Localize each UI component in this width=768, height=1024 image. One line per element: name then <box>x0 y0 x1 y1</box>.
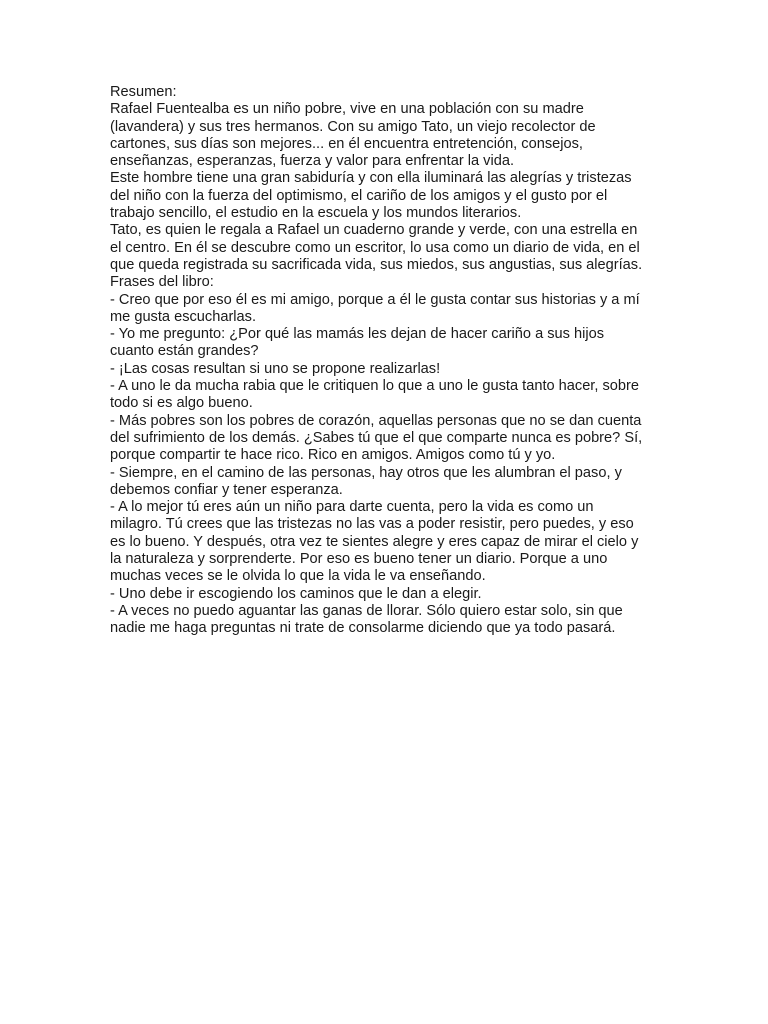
document-body <box>110 84 655 638</box>
text-line: es lo bueno. Y después, otra vez te sientes alegre y eres capaz de mirar el cielo y <box>110 533 639 550</box>
text-line: cuanto están grandes? <box>110 343 259 360</box>
text-line: Resumen: <box>110 84 177 100</box>
text-line: nadie me haga preguntas ni trate de consolarme diciendo que ya todo pasará. <box>110 620 616 637</box>
text-line: - Uno debe ir escogiendo los caminos que le dan a elegir. <box>110 585 482 602</box>
text-line: el centro. En él se descubre como un escritor, lo usa como un diario de vida, en el <box>110 239 640 256</box>
text-line: del niño con la fuerza del optimismo, el cariño de los amigos y el gusto por el <box>110 187 608 204</box>
text-line: muchas veces se le olvida lo que la vida le va enseñando. <box>110 568 486 585</box>
text-line: porque compartir te hace rico. Rico en amigos. Amigos como tú y yo. <box>110 447 556 464</box>
text-line: la naturaleza y sorprenderte. Por eso es bueno tener un diario. Porque a uno <box>110 551 608 568</box>
text-line: debemos confiar y tener esperanza. <box>110 481 343 498</box>
text-line: (lavandera) y sus tres hermanos. Con su amigo Tato, un viejo recolector de <box>110 118 596 135</box>
text-line: Tato, es quien le regala a Rafael un cuaderno grande y verde, con una estrella en <box>110 222 638 239</box>
text-line: - Siempre, en el camino de las personas, hay otros que les alumbran el paso, y <box>110 464 622 481</box>
text-line: - Creo que por eso él es mi amigo, porque a él le gusta contar sus historias y a mí <box>110 291 640 308</box>
text-line: milagro. Tú crees que las tristezas no las vas a poder resistir, pero puedes, y eso <box>110 516 634 533</box>
text-line: - A veces no puedo aguantar las ganas de llorar. Sólo quiero estar solo, sin que <box>110 602 623 619</box>
text-line: trabajo sencillo, el estudio en la escuela y los mundos literarios. <box>110 205 522 222</box>
text-line: - Más pobres son los pobres de corazón, aquellas personas que no se dan cuenta <box>110 412 642 429</box>
text-line: enseñanzas, esperanzas, fuerza y valor para enfrentar la vida. <box>110 153 514 170</box>
text-line: del sufrimiento de los demás. ¿Sabes tú que el que comparte nunca es pobre? Sí, <box>110 429 643 446</box>
text-line: que queda registrada su sacrificada vida, sus miedos, sus angustias, sus alegrías. <box>110 256 643 273</box>
text-line: - A uno le da mucha rabia que le critiquen lo que a uno le gusta tanto hacer, sobre <box>110 378 639 395</box>
text-line: cartones, sus días son mejores... en él encuentra entretención, consejos, <box>110 135 583 152</box>
text-line: Rafael Fuentealba es un niño pobre, vive en una población con su madre <box>110 101 584 118</box>
text-line: - Yo me pregunto: ¿Por qué las mamás les dejan de hacer cariño a sus hijos <box>110 326 605 343</box>
text-line: - ¡Las cosas resultan si uno se propone realizarlas! <box>110 360 441 377</box>
text-line: Este hombre tiene una gran sabiduría y con ella iluminará las alegrías y tristezas <box>110 170 632 187</box>
text-line: Frases del libro: <box>110 274 214 291</box>
text-line: me gusta escucharlas. <box>110 308 257 325</box>
text-line: todo si es algo bueno. <box>110 395 253 412</box>
text-line: - A lo mejor tú eres aún un niño para darte cuenta, pero la vida es como un <box>110 499 594 516</box>
